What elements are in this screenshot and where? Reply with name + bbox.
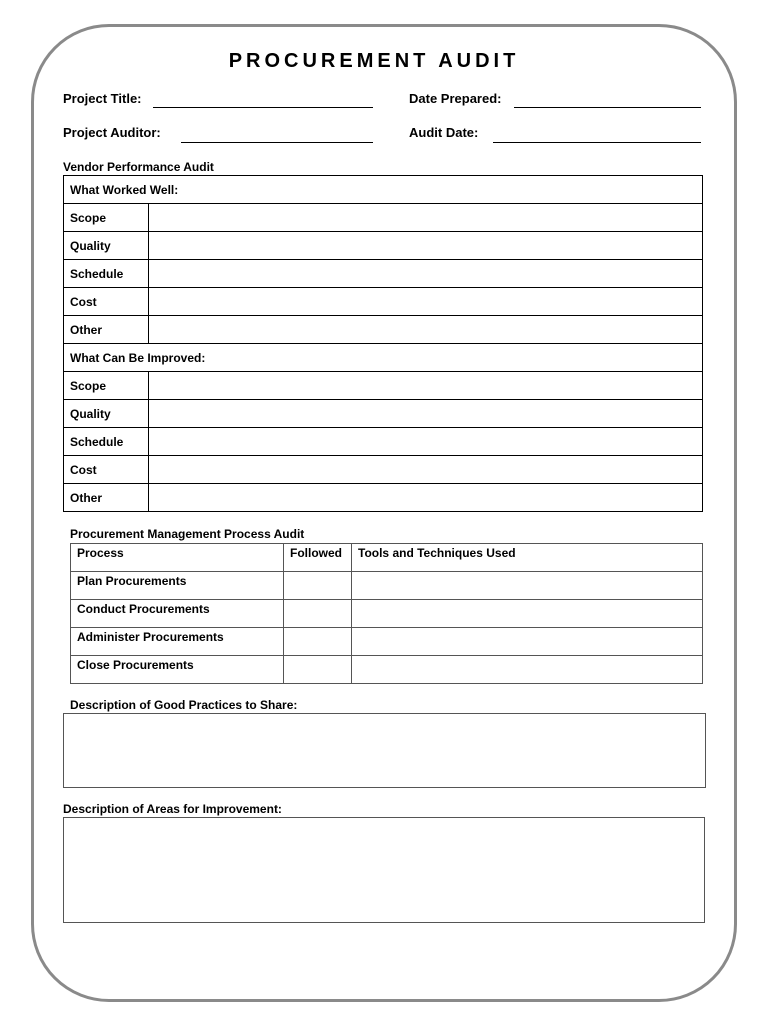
good-practices-label: Description of Good Practices to Share:	[70, 698, 298, 712]
category-label: Schedule	[64, 428, 149, 456]
table-row	[64, 456, 703, 484]
date-prepared-label: Date Prepared:	[409, 91, 502, 106]
vendor-performance-table	[63, 175, 703, 512]
table-row	[64, 260, 703, 288]
followed-cell[interactable]	[284, 572, 352, 600]
improve-cost-cell[interactable]	[149, 456, 703, 484]
table-row	[64, 428, 703, 456]
audit-date-field[interactable]	[493, 142, 701, 143]
category-label: Schedule	[64, 260, 149, 288]
table-row	[71, 656, 703, 684]
project-auditor-label: Project Auditor:	[63, 125, 161, 140]
tools-cell[interactable]	[352, 600, 703, 628]
worked-well-quality-cell[interactable]	[149, 232, 703, 260]
table-row	[64, 288, 703, 316]
table-row	[64, 232, 703, 260]
process-name: Close Procurements	[71, 656, 284, 684]
table-row	[71, 572, 703, 600]
table-row	[64, 400, 703, 428]
table-row	[71, 628, 703, 656]
table-row	[64, 344, 703, 372]
improve-other-cell[interactable]	[149, 484, 703, 512]
worked-well-heading: What Worked Well:	[64, 176, 703, 204]
table-header-row	[71, 544, 703, 572]
tools-cell[interactable]	[352, 656, 703, 684]
col-header-followed: Followed	[284, 544, 352, 572]
followed-cell[interactable]	[284, 628, 352, 656]
col-header-process: Process	[71, 544, 284, 572]
tools-cell[interactable]	[352, 628, 703, 656]
process-audit-table	[70, 543, 703, 684]
table-row	[64, 176, 703, 204]
table-row	[64, 316, 703, 344]
table-row	[64, 372, 703, 400]
worked-well-other-cell[interactable]	[149, 316, 703, 344]
followed-cell[interactable]	[284, 656, 352, 684]
improve-quality-cell[interactable]	[149, 400, 703, 428]
page-title: PROCUREMENT AUDIT	[228, 50, 520, 72]
process-section-title: Procurement Management Process Audit	[70, 527, 305, 541]
improve-scope-cell[interactable]	[149, 372, 703, 400]
category-label: Quality	[64, 400, 149, 428]
project-title-field[interactable]	[153, 107, 373, 108]
worked-well-scope-cell[interactable]	[149, 204, 703, 232]
worked-well-schedule-cell[interactable]	[149, 260, 703, 288]
audit-date-label: Audit Date:	[409, 125, 479, 140]
category-label: Quality	[64, 232, 149, 260]
improved-heading: What Can Be Improved:	[64, 344, 703, 372]
process-name: Plan Procurements	[71, 572, 284, 600]
worked-well-cost-cell[interactable]	[149, 288, 703, 316]
category-label: Cost	[64, 456, 149, 484]
category-label: Other	[64, 484, 149, 512]
followed-cell[interactable]	[284, 600, 352, 628]
table-row	[64, 484, 703, 512]
improvement-label: Description of Areas for Improvement:	[63, 802, 282, 816]
tools-cell[interactable]	[352, 572, 703, 600]
process-name: Conduct Procurements	[71, 600, 284, 628]
category-label: Scope	[64, 204, 149, 232]
project-auditor-field[interactable]	[181, 142, 373, 143]
table-row	[64, 204, 703, 232]
col-header-tools: Tools and Techniques Used	[352, 544, 703, 572]
process-name: Administer Procurements	[71, 628, 284, 656]
project-title-label: Project Title:	[63, 91, 142, 106]
vendor-section-title: Vendor Performance Audit	[63, 160, 214, 174]
table-row	[71, 600, 703, 628]
category-label: Cost	[64, 288, 149, 316]
category-label: Other	[64, 316, 149, 344]
improve-schedule-cell[interactable]	[149, 428, 703, 456]
improvement-box[interactable]	[63, 817, 705, 923]
category-label: Scope	[64, 372, 149, 400]
good-practices-box[interactable]	[63, 713, 706, 788]
date-prepared-field[interactable]	[514, 107, 701, 108]
